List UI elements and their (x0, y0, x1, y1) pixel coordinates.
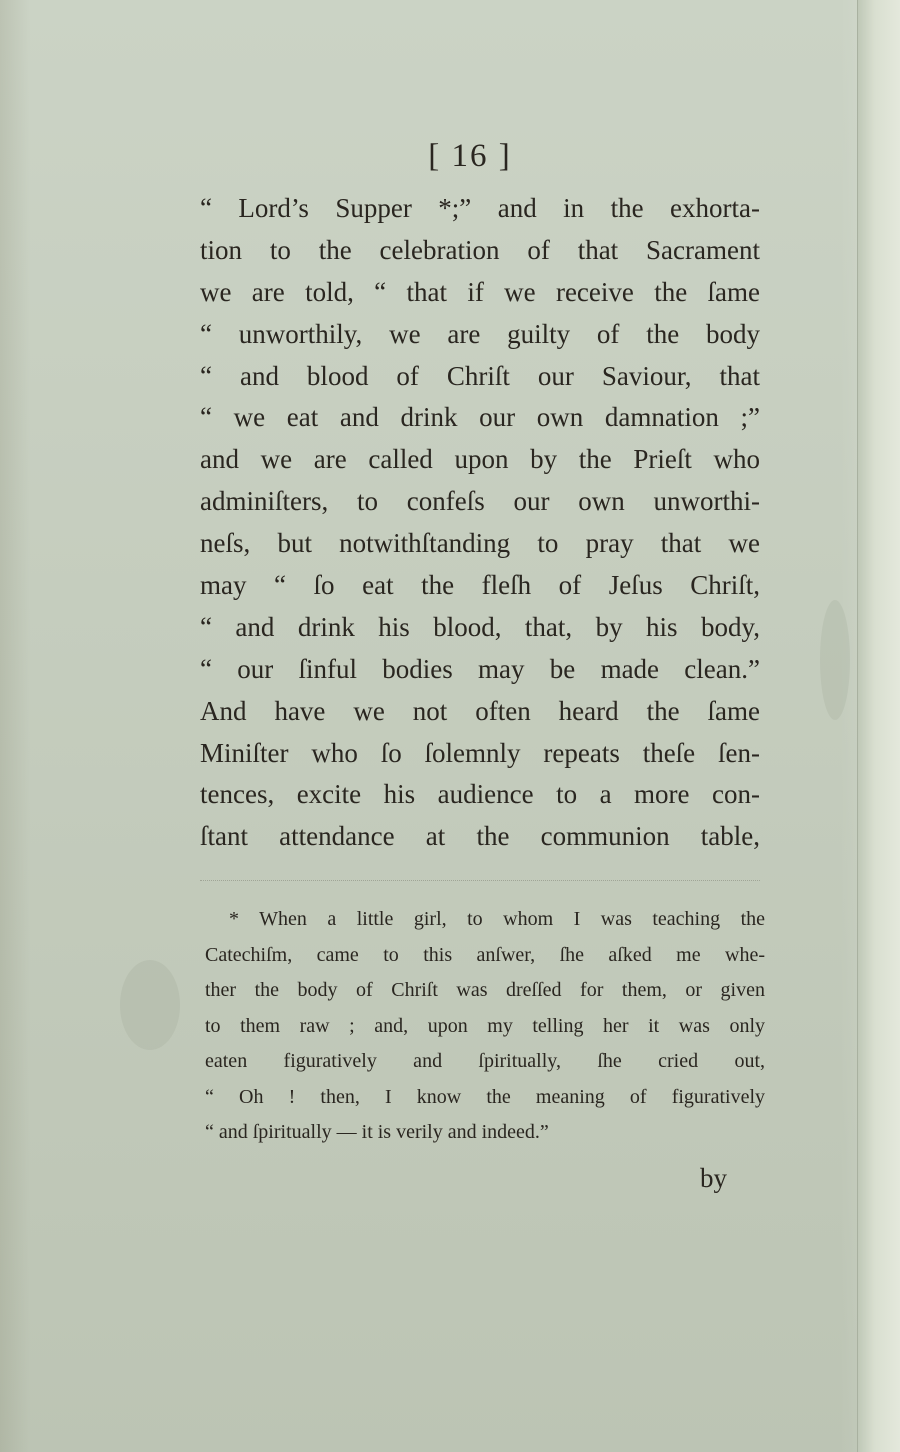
body-text (200, 188, 760, 858)
footnote-line: eaten figuratively and ſpiritually, ſhe cried out, (205, 1050, 765, 1072)
catchword: by (700, 1163, 727, 1193)
text-line: And have we not often heard the ſame (200, 695, 760, 726)
footnote (205, 902, 765, 1151)
footnote-line: ther the body of Chriſt was dreſſed for them, or given (205, 979, 765, 1001)
footnote-line: “ Oh ! then, I know the meaning of figuratively (205, 1085, 765, 1108)
footnote-line: “ and ſpiritually — it is verily and indeed.” (205, 1121, 549, 1143)
footnote-divider (200, 880, 760, 881)
text-line: and we are called upon by the Prieſt who (200, 444, 760, 475)
footnote-line: * When a little girl, to whom I was teaching the (229, 908, 765, 930)
text-line: “ and drink his blood, that, by his body, (200, 611, 760, 642)
text-line: “ our ſinful bodies may be made clean.” (200, 653, 760, 684)
text-line: tion to the celebration of that Sacrament (200, 234, 760, 265)
text-line: “ unworthily, we are guilty of the body (200, 318, 760, 349)
text-line: may “ ſo eat the fleſh of Jeſus Chriſt, (200, 570, 760, 601)
footnote-line: to them raw ; and, upon my telling her it was only (205, 1014, 765, 1037)
text-line: “ Lord’s Supper *;” and in the exhorta- (200, 193, 760, 223)
text-line: “ we eat and drink our own damnation ;” (200, 402, 760, 433)
page-edge (857, 0, 900, 1452)
text-line: “ and blood of Chriſt our Saviour, that (200, 360, 760, 391)
footnote-line: Catechiſm, came to this anſwer, ſhe aſked me whe- (205, 943, 765, 966)
text-line: we are told, “ that if we receive the ſame (200, 276, 760, 307)
text-line: tences, excite his audience to a more con- (200, 779, 760, 810)
page-number: [ 16 ] (428, 138, 512, 174)
text-line: neſs, but notwithſtanding to pray that we (200, 528, 760, 559)
paper-stain (820, 600, 850, 720)
text-line: ſtant attendance at the communion table, (200, 821, 760, 852)
text-line: adminiſters, to confeſs our own unworthi- (200, 486, 760, 517)
paper-stain (120, 960, 180, 1050)
text-line: Miniſter who ſo ſolemnly repeats theſe ſen- (200, 737, 760, 768)
